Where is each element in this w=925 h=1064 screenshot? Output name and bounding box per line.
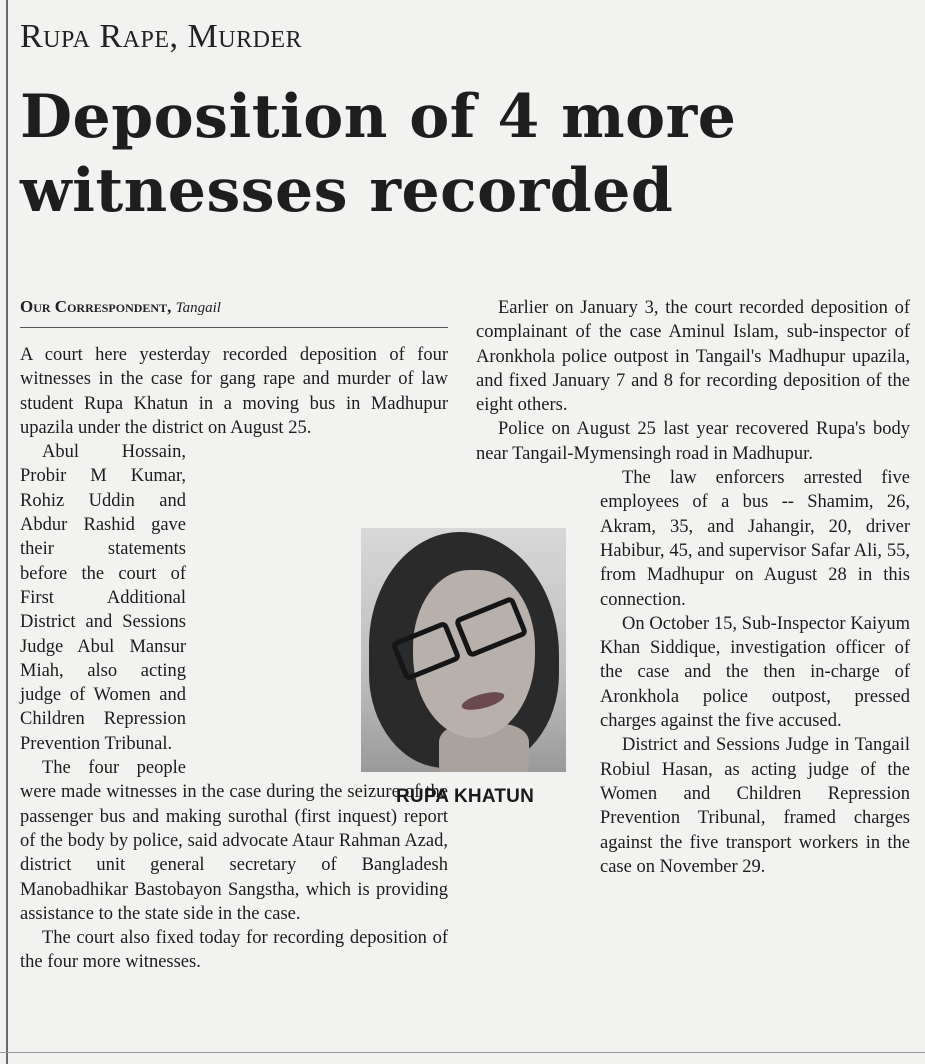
- paragraph: District and Sessions Judge in Tangail Robiul Hasan, as acting judge of the Women and Children Repression Prevention Tribunal, framed charges against the five transport workers in the case on November 29.: [600, 735, 910, 877]
- paragraph: The four people were made witnesses in the case during the seizure of the passenger bus and making surothal (first inquest) report of the body by police, said advocate Ataur Rahman Azad, district unit general secretary of Bangladesh Manobadhikar Bastobayon Sangstha, which is providing assistance to the state side in the case.: [20, 758, 448, 924]
- paragraph: Earlier on January 3, the court recorded deposition of complainant of the case Aminul Islam, sub-inspector of Aronkhola police outpost in Tangail's Madhupur upazila, and fixed January 7 and 8 for recording deposition of the eight others.: [476, 298, 910, 416]
- paragraph: Police on August 25 last year recovered Rupa's body near Tangail-Mymensingh road in Madhupur.: [476, 419, 910, 464]
- paragraph: Abul Hossain, Probir M Kumar, Rohiz Uddin and Abdur Rashid gave their statements before the court of First Additional District and Sessions Judge Abul Mansur Miah, also acting judge of Women and Children Repression Prevention Tribunal.: [20, 442, 186, 754]
- paragraph: A court here yesterday recorded deposition of four witnesses in the case for gang rape and murder of law student Rupa Khatun in a moving bus in Madhupur upazila under the district on August 25.: [20, 345, 448, 438]
- kicker: Rupa Rape, Murder: [20, 18, 303, 55]
- paragraph: The court also fixed today for recording deposition of the four more witnesses.: [20, 928, 448, 973]
- byline-author: Our Correspondent,: [20, 297, 172, 316]
- bottom-rule: [0, 1052, 925, 1053]
- paragraph: On October 15, Sub-Inspector Kaiyum Khan Siddique, investigation officer of the case and the then in-charge of Aronkhola police outpost, pressed charges against the five accused.: [600, 613, 910, 732]
- byline-location: Tangail: [175, 300, 221, 316]
- byline: [20, 297, 221, 317]
- byline-divider: [20, 327, 448, 328]
- photo-caption: RUPA KHATUN: [395, 786, 534, 807]
- column-rule: [6, 0, 8, 1064]
- headline: Deposition of 4 more witnesses recorded: [20, 82, 737, 226]
- paragraph: The law enforcers arrested five employees of a bus -- Shamim, 26, Akram, 35, and Jahangir, 20, driver Habibur, 45, and supervisor Safar Ali, 55, from Madhupur on August 28 in this connection.: [600, 468, 910, 610]
- portrait-photo: [361, 528, 566, 772]
